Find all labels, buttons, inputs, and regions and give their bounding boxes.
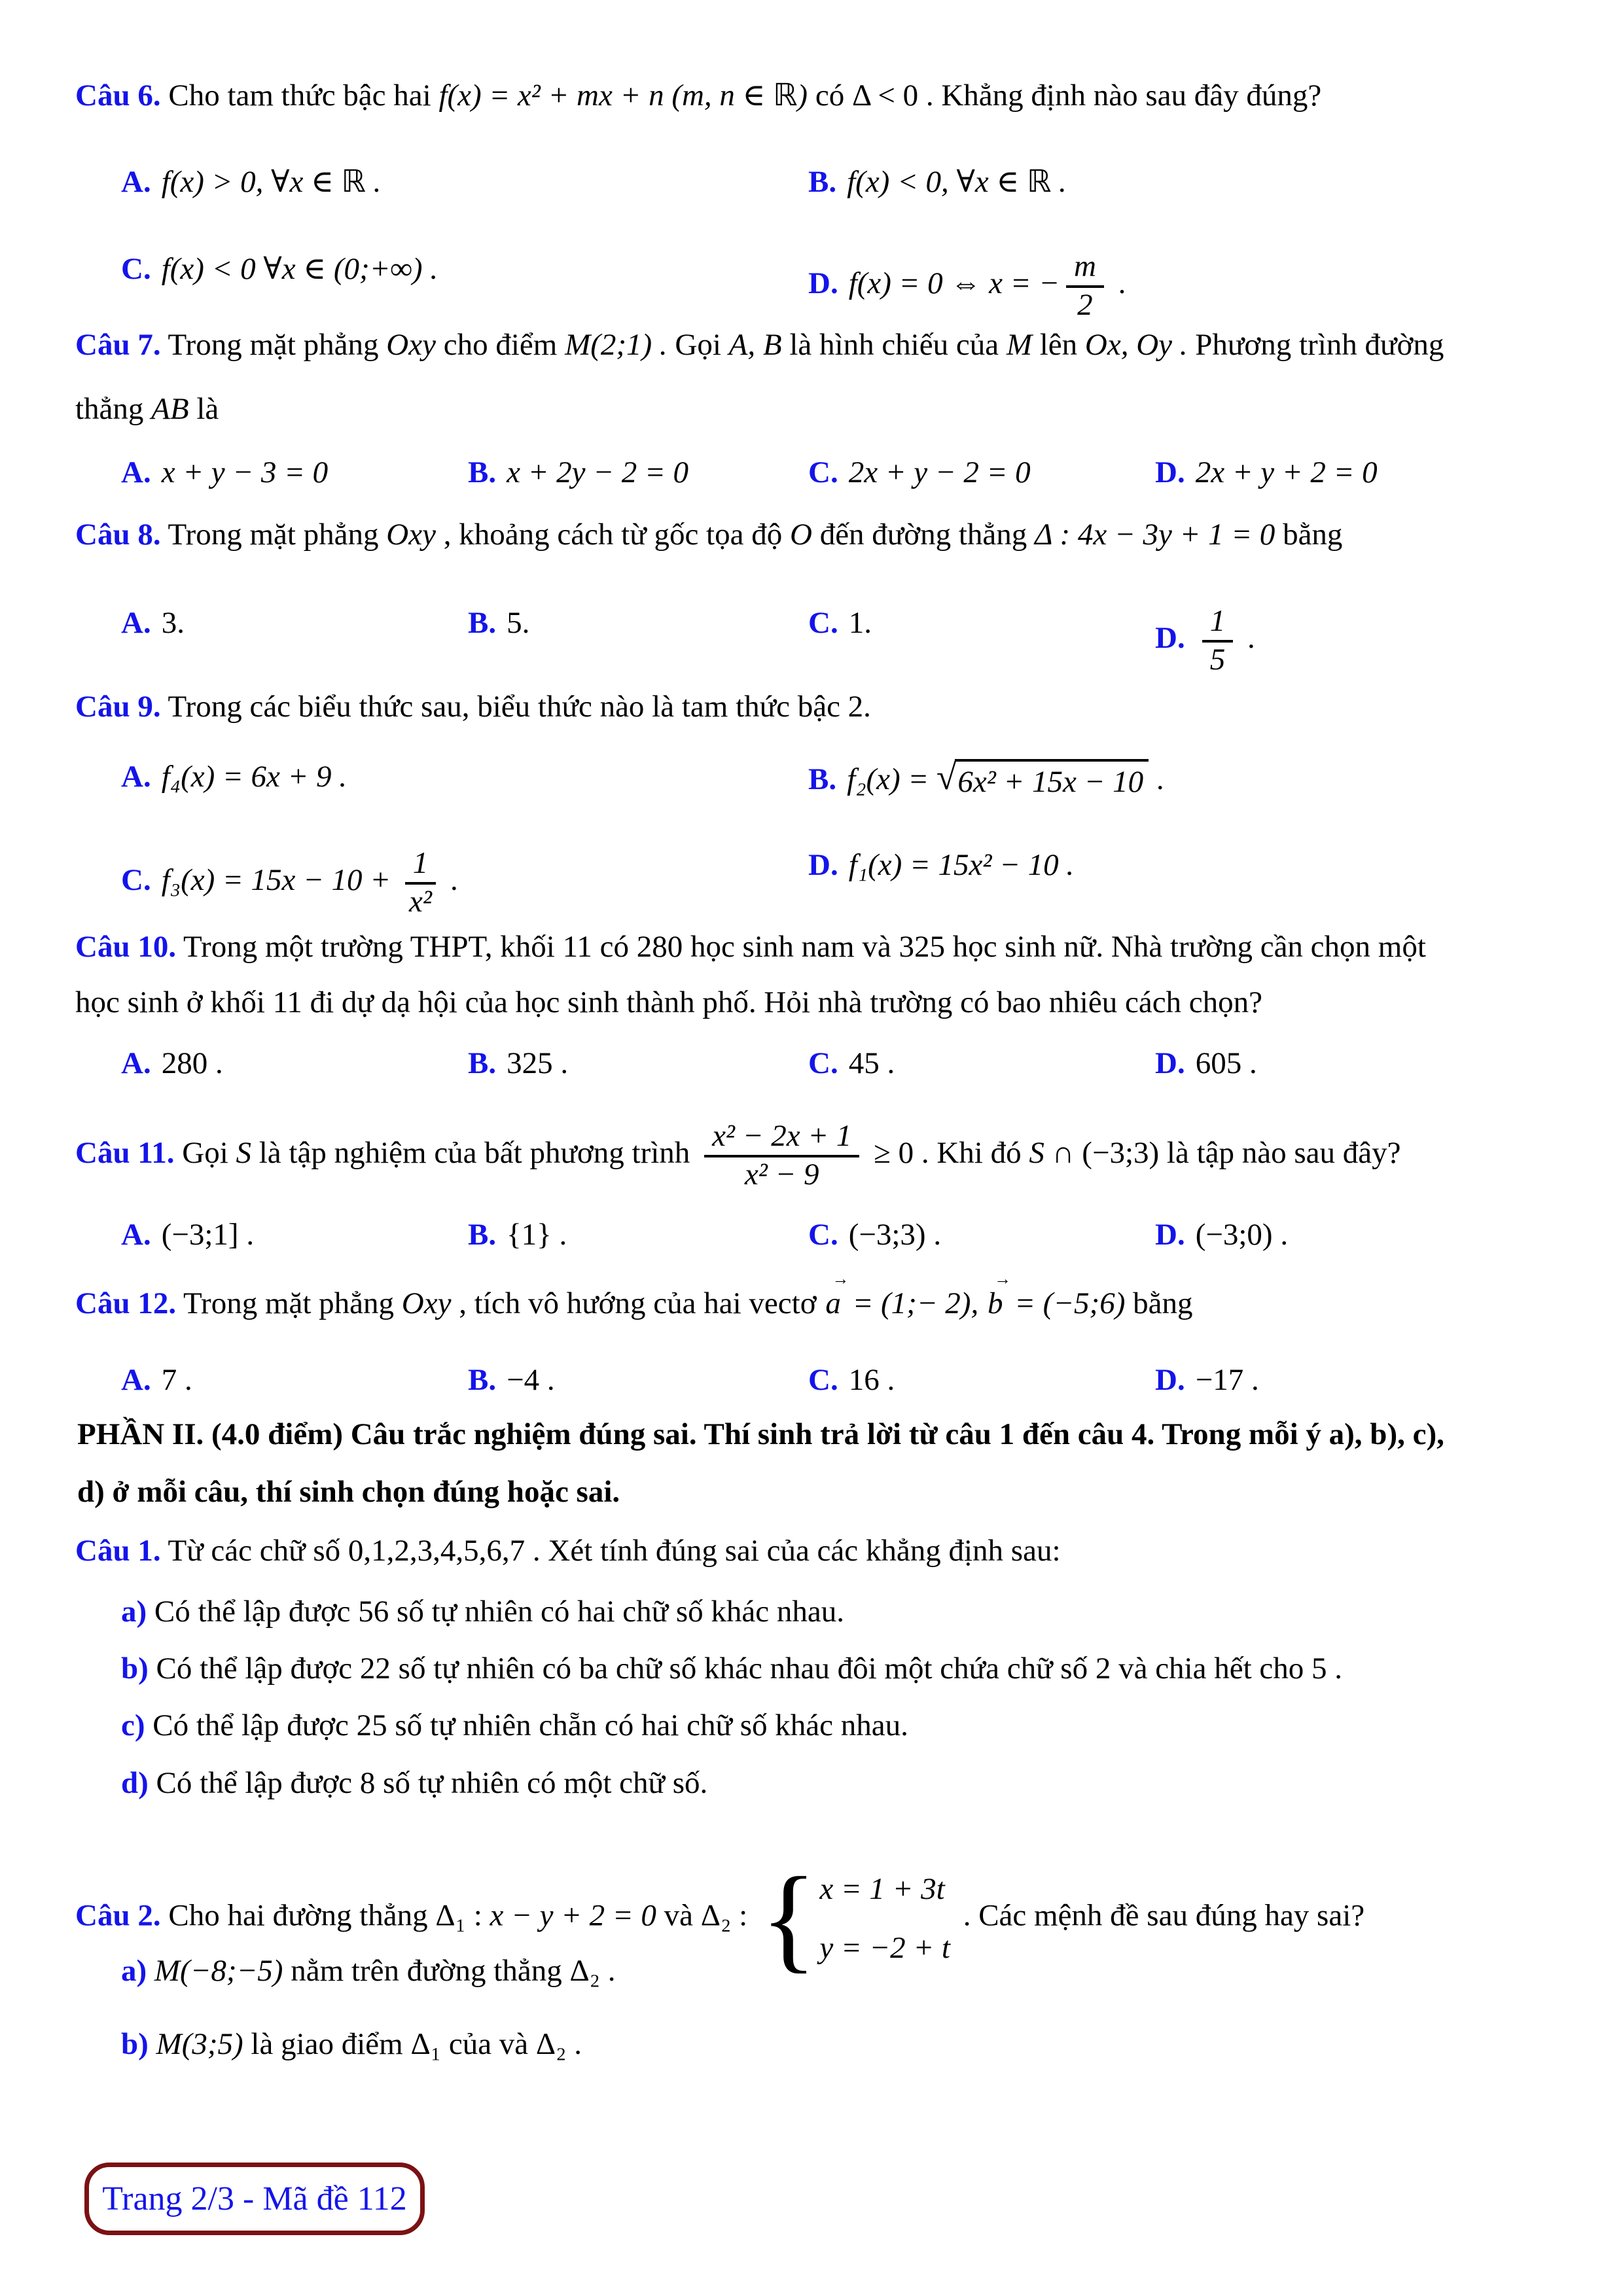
- q12-option-c: [808, 1362, 895, 1398]
- q7-option-a-text: x + y − 3 = 0: [161, 455, 329, 489]
- q6-option-d-pre: f(x) = 0 ⇔ x = −: [848, 266, 1060, 301]
- q7-option-a: [121, 455, 328, 490]
- q10-option-c-label: C.: [808, 1046, 838, 1080]
- system-eq-x: x = 1 + 3t: [819, 1871, 945, 1906]
- q12-option-b-label: B.: [468, 1363, 497, 1397]
- q11-option-c: [808, 1217, 941, 1252]
- q8-option-d-fraction: [1202, 605, 1234, 677]
- p2q2-eq1: x − y + 2 = 0: [490, 1898, 656, 1933]
- q7-option-b: [468, 455, 688, 490]
- p2q2-t2: và: [664, 1898, 694, 1933]
- q12-oxy: Oxy: [401, 1286, 452, 1320]
- q12-vector-a: [825, 1269, 849, 1320]
- fraction-numerator: 1: [405, 847, 437, 885]
- q9-option-c-label: C.: [121, 863, 151, 898]
- q6-option-a-text: f(x) > 0, ∀x ∈ ℝ .: [161, 165, 382, 199]
- vector-a-letter: a: [825, 1286, 841, 1320]
- q6-option-a-label: A.: [121, 165, 151, 199]
- q6-option-d: [808, 251, 1126, 322]
- q9-option-d: [808, 847, 1074, 883]
- q6-option-c: [121, 251, 438, 287]
- radicand: 6x² + 15x − 10: [955, 759, 1149, 800]
- p2q1-item-c-text: Có thể lập được 25 số tự nhiên chẵn có hai chữ số khác nhau.: [152, 1708, 908, 1742]
- q6-option-d-fraction: [1066, 251, 1104, 322]
- q7-option-b-text: x + 2y − 2 = 0: [507, 455, 688, 489]
- p2q1-item-b: [121, 1651, 1342, 1686]
- p2q1-item-d-label: d): [121, 1766, 149, 1800]
- q6-option-b-label: B.: [808, 165, 837, 199]
- vector-arrow-icon: →: [832, 1269, 849, 1288]
- system-eq-y: y = −2 + t: [819, 1930, 950, 1965]
- p2q2-item-a-text: nằm trên đường thẳng Δ₂ .: [291, 1954, 616, 1988]
- q7-t5: lên: [1039, 328, 1078, 362]
- q9-option-d-label: D.: [808, 848, 838, 882]
- q8-option-b-label: B.: [468, 606, 497, 640]
- p2q1-item-a-label: a): [121, 1595, 147, 1629]
- q7-option-d-label: D.: [1155, 455, 1185, 489]
- p2q1-item-a: [121, 1594, 844, 1629]
- q7-ab: A, B: [728, 328, 782, 362]
- page-footer-text: Trang 2/3 - Mã đề 112: [102, 2180, 407, 2217]
- question-8: [75, 517, 1342, 552]
- q12-t3: bằng: [1133, 1286, 1193, 1320]
- q11-option-c-text: (−3;3) .: [848, 1218, 942, 1252]
- q11-s2: S: [1029, 1136, 1044, 1171]
- q10-option-a: [121, 1046, 223, 1081]
- p2q2-d1: Δ₁ :: [435, 1898, 482, 1933]
- question-9-label: Câu 9.: [75, 690, 161, 724]
- q11-option-a-text: (−3;1] .: [161, 1218, 255, 1252]
- p2q1-item-c-label: c): [121, 1708, 145, 1742]
- q7-option-c: [808, 455, 1031, 490]
- question-11: [75, 1120, 1401, 1192]
- part2-header-line2: [77, 1474, 620, 1510]
- q10-option-a-label: A.: [121, 1046, 151, 1080]
- q10-option-c: [808, 1046, 895, 1081]
- q9-option-c-fraction: [405, 847, 437, 919]
- q10-option-d-label: D.: [1155, 1046, 1185, 1080]
- q7-t6: Phương trình đường: [1195, 328, 1444, 362]
- q11-fraction: [704, 1120, 859, 1192]
- q12-option-a: [121, 1362, 192, 1398]
- p2q2-item-a-label: a): [121, 1954, 147, 1988]
- q12-m1: = (1;− 2),: [852, 1286, 979, 1320]
- p2q1-item-d-text: Có thể lập được 8 số tự nhiên có một chữ số.: [156, 1766, 708, 1800]
- q6-option-d-label: D.: [808, 266, 838, 301]
- q7-oxy: Oxy: [386, 328, 436, 362]
- q11-option-d-text: (−3;0) .: [1195, 1218, 1289, 1252]
- q8-option-b: [468, 605, 529, 641]
- q11-option-d-label: D.: [1155, 1218, 1185, 1252]
- p2q1-item-c: [121, 1708, 908, 1743]
- q11-s1: S: [236, 1136, 251, 1171]
- q8-t1: Trong mặt phẳng: [168, 518, 379, 552]
- q11-option-b-label: B.: [468, 1218, 497, 1252]
- fraction-numerator: m: [1066, 251, 1104, 288]
- q8-option-c-text: 1.: [848, 606, 872, 640]
- q6-option-b: [808, 164, 1067, 200]
- q12-m2: = (−5;6): [1014, 1286, 1126, 1320]
- question-12: [75, 1269, 1193, 1321]
- q7-option-d: [1155, 455, 1378, 490]
- q8-option-a: [121, 605, 185, 641]
- q8-t2: , khoảng cách từ gốc tọa độ: [443, 518, 783, 552]
- p2q2-item-a: [121, 1953, 616, 1988]
- q12-vector-b: [987, 1269, 1011, 1320]
- q11-t3: ≥ 0 . Khi đó: [874, 1136, 1022, 1171]
- question-6-label: Câu 6.: [75, 79, 161, 113]
- q8-option-a-label: A.: [121, 606, 151, 640]
- question-7-line2: [75, 391, 219, 427]
- q10-option-d-text: 605 .: [1195, 1046, 1257, 1080]
- q8-option-d: [1155, 605, 1255, 677]
- system-brace: {: [760, 1853, 817, 1983]
- q7-option-c-label: C.: [808, 455, 838, 489]
- q8-option-d-label: D.: [1155, 621, 1185, 656]
- fraction-numerator: x² − 2x + 1: [704, 1120, 859, 1157]
- question-6-tail: có Δ < 0 . Khẳng định nào sau đây đúng?: [815, 79, 1322, 113]
- part2-header-text1: PHẦN II. (4.0 điểm) Câu trắc nghiệm đúng sai. Thí sinh trả lời từ câu 1 đến câu 4. Trong mỗi ý a), b), c),: [77, 1417, 1444, 1451]
- q11-option-b-text: {1} .: [507, 1218, 567, 1252]
- part2-header-text2: d) ở mỗi câu, thí sinh chọn đúng hoặc sai.: [77, 1475, 620, 1509]
- q9-option-c-post: .: [450, 863, 458, 898]
- fraction-denominator: x²: [409, 885, 432, 919]
- q12-option-b-text: −4 .: [507, 1363, 555, 1397]
- radical-sign: √: [936, 757, 957, 797]
- q8-option-d-post: .: [1247, 621, 1255, 656]
- q6-option-c-label: C.: [121, 252, 151, 286]
- q9-option-a-text: f₄(x) = 6x + 9 .: [161, 760, 348, 794]
- q7-t3: Gọi: [675, 328, 721, 362]
- fraction-numerator: 1: [1202, 605, 1234, 643]
- q11-t2: là tập nghiệm của bất phương trình: [259, 1136, 690, 1171]
- q9-option-b-pre: f₂(x) =: [847, 762, 929, 796]
- question-9-text: Trong các biểu thức sau, biểu thức nào là tam thức bậc 2.: [168, 690, 871, 724]
- question-10-text2: học sinh ở khối 11 đi dự dạ hội của học sinh thành phố. Hỏi nhà trường có bao nhiêu cách chọn?: [75, 985, 1263, 1019]
- q8-t4: bằng: [1283, 518, 1343, 552]
- q7-l2a: thẳng: [75, 392, 144, 426]
- q11-t4: ∩ (−3;3) là tập nào sau đây?: [1052, 1136, 1401, 1171]
- q9-option-c-pre: f₃(x) = 15x − 10 +: [161, 863, 391, 898]
- q6-option-c-text: f(x) < 0 ∀x ∈ (0;+∞) .: [161, 252, 438, 286]
- question-10-text1: Trong một trường THPT, khối 11 có 280 học sinh nam và 325 học sinh nữ. Nhà trường cần chọn một: [183, 930, 1426, 964]
- p2q1-item-d: [121, 1765, 707, 1801]
- q7-t4: là hình chiếu của: [789, 328, 999, 362]
- p2q2-item-b-label: b): [121, 2027, 149, 2061]
- question-6: [75, 77, 1321, 113]
- q12-option-c-label: C.: [808, 1363, 838, 1397]
- q10-option-b: [468, 1046, 568, 1081]
- question-12-label: Câu 12.: [75, 1286, 177, 1320]
- q7-ab2: AB: [151, 392, 189, 426]
- q9-option-a: [121, 759, 347, 794]
- q12-option-c-text: 16 .: [848, 1363, 895, 1397]
- q10-option-d: [1155, 1046, 1257, 1081]
- q11-option-a: [121, 1217, 254, 1252]
- p2q2-item-b-text: là giao điểm Δ₁ của và Δ₂ .: [251, 2027, 582, 2061]
- q7-option-b-label: B.: [468, 455, 497, 489]
- q7-option-d-text: 2x + y + 2 = 0: [1195, 455, 1378, 489]
- q11-option-d: [1155, 1217, 1288, 1252]
- q10-option-b-text: 325 .: [507, 1046, 569, 1080]
- q10-option-c-text: 45 .: [848, 1046, 895, 1080]
- q8-option-c-label: C.: [808, 606, 838, 640]
- q8-t3: đến đường thẳng: [819, 518, 1027, 552]
- q9-option-b-post: .: [1156, 762, 1164, 796]
- question-11-label: Câu 11.: [75, 1136, 175, 1171]
- question-10-line1: [75, 929, 1426, 964]
- q6-option-a: [121, 164, 381, 200]
- q12-option-a-text: 7 .: [161, 1363, 192, 1397]
- q12-option-b: [468, 1362, 555, 1398]
- q9-option-d-text: f₁(x) = 15x² − 10 .: [848, 848, 1075, 882]
- q12-option-d-text: −17 .: [1195, 1363, 1259, 1397]
- q8-option-a-text: 3.: [161, 606, 185, 640]
- fraction-denominator: x² − 9: [744, 1157, 819, 1192]
- q7-option-c-text: 2x + y − 2 = 0: [848, 455, 1031, 489]
- q9-option-b: [808, 759, 1164, 800]
- q12-t1: Trong mặt phẳng: [183, 1286, 395, 1320]
- q11-option-b: [468, 1217, 567, 1252]
- q10-option-a-text: 280 .: [161, 1046, 223, 1080]
- part2-question-1-text: Từ các chữ số 0,1,2,3,4,5,6,7 . Xét tính đúng sai của các khẳng định sau:: [168, 1534, 1061, 1568]
- q12-t2: , tích vô hướng của hai vectơ: [459, 1286, 817, 1320]
- q8-option-b-text: 5.: [507, 606, 530, 640]
- question-7-line1: [75, 327, 1444, 362]
- question-10-label: Câu 10.: [75, 930, 177, 964]
- q11-option-c-label: C.: [808, 1218, 838, 1252]
- p2q2-t1: Cho hai đường thẳng: [168, 1898, 428, 1933]
- part2-question-2-label: Câu 2.: [75, 1898, 161, 1933]
- vector-arrow-icon: →: [993, 1269, 1011, 1288]
- p2q1-item-b-text: Có thể lập được 22 số tự nhiên có ba chữ số khác nhau đôi một chứa chữ số 2 và chia hết cho 5 .: [156, 1651, 1343, 1686]
- p2q2-parametric-system: [760, 1853, 950, 1983]
- q9-option-a-label: A.: [121, 760, 151, 794]
- q9-option-b-sqrt: [936, 759, 1149, 800]
- part2-header-line1: [77, 1417, 1444, 1452]
- q11-option-a-label: A.: [121, 1218, 151, 1252]
- p2q2-d2: Δ₂ :: [700, 1898, 748, 1933]
- q7-t2: cho điểm: [443, 328, 558, 362]
- p2q1-item-b-label: b): [121, 1651, 149, 1686]
- q7-point: M(2;1) .: [565, 328, 668, 362]
- q6-option-d-post: .: [1118, 266, 1126, 301]
- q6-option-b-text: f(x) < 0, ∀x ∈ ℝ .: [847, 165, 1067, 199]
- fraction-denominator: 2: [1077, 288, 1093, 323]
- q11-t1: Gọi: [182, 1136, 228, 1171]
- p2q2-item-a-point: M(−8;−5): [154, 1954, 283, 1988]
- q9-option-c: [121, 847, 458, 919]
- question-6-intro: Cho tam thức bậc hai: [168, 79, 431, 113]
- q8-oxy: Oxy: [386, 518, 436, 552]
- q8-o: O: [789, 518, 812, 552]
- q9-option-b-label: B.: [808, 762, 837, 796]
- q12-option-a-label: A.: [121, 1363, 151, 1397]
- q10-option-b-label: B.: [468, 1046, 497, 1080]
- p2q1-item-a-text: Có thể lập được 56 số tự nhiên có hai chữ số khác nhau.: [154, 1595, 845, 1629]
- question-10-line2: [75, 985, 1262, 1020]
- fraction-denominator: 5: [1209, 643, 1226, 677]
- q7-m: M: [1006, 328, 1032, 362]
- part2-question-1: [75, 1533, 1061, 1568]
- q7-l2b: là: [196, 392, 219, 426]
- page-footer-badge: [84, 2163, 425, 2235]
- p2q2-t3: . Các mệnh đề sau đúng hay sai?: [963, 1898, 1365, 1933]
- q7-t1: Trong mặt phẳng: [168, 328, 379, 362]
- question-7-label: Câu 7.: [75, 328, 161, 362]
- question-9: [75, 689, 871, 724]
- question-6-domain: (m, n ∈ ℝ): [671, 79, 808, 113]
- vector-b-letter: b: [987, 1286, 1003, 1320]
- q7-option-a-label: A.: [121, 455, 151, 489]
- p2q2-item-b-point: M(3;5): [156, 2027, 243, 2061]
- q7-oxoy: Ox, Oy .: [1084, 328, 1188, 362]
- q8-option-c: [808, 605, 872, 641]
- p2q2-item-b: [121, 2026, 582, 2062]
- q12-option-d-label: D.: [1155, 1363, 1185, 1397]
- part2-question-1-label: Câu 1.: [75, 1534, 161, 1568]
- question-6-formula: f(x) = x² + mx + n: [438, 79, 664, 113]
- q8-delta: Δ : 4x − 3y + 1 = 0: [1035, 518, 1275, 552]
- question-8-label: Câu 8.: [75, 518, 161, 552]
- q12-option-d: [1155, 1362, 1259, 1398]
